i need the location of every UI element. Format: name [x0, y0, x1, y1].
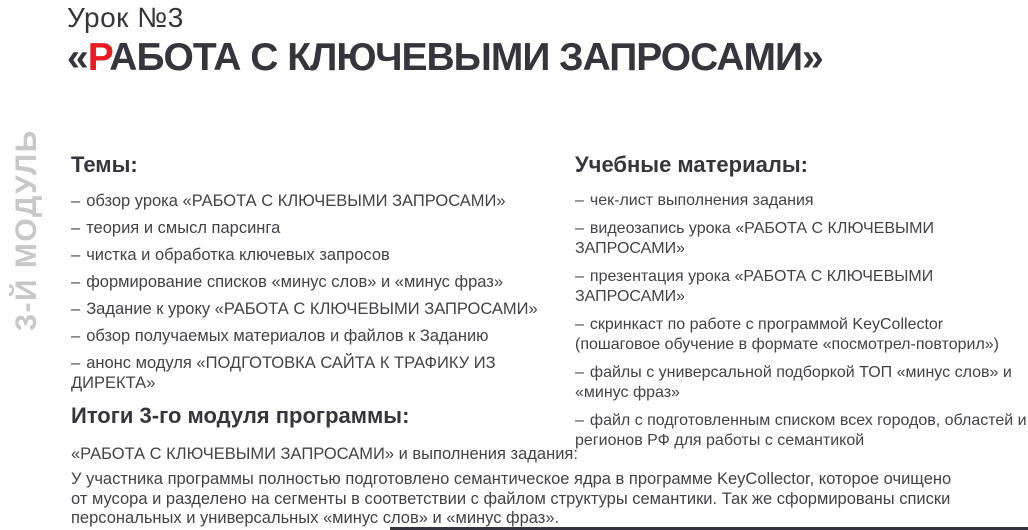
theme-item-text: Задание к уроку «РАБОТА С КЛЮЧЕВЫМИ ЗАПРОСАМИ» — [86, 300, 538, 318]
theme-list-item — [71, 272, 551, 292]
theme-item-text: обзор урока «РАБОТА С КЛЮЧЕВЫМИ ЗАПРОСАМИ» — [86, 192, 506, 210]
theme-list-item — [71, 191, 551, 211]
theme-list-item — [71, 218, 551, 238]
dash-bullet: – — [575, 316, 584, 333]
module-summary-section — [71, 403, 1016, 529]
summary-body-text: У участника программы полностью подготовлено семантическое ядра в программе KeyCollector, которое очищено от мусора и разделено на сегменты в соответствии с файлом структуры семантики. Так же сформированы списки персональных и универсальных «минус слов» и «минус фраз». — [71, 470, 952, 527]
dash-bullet: – — [575, 220, 584, 237]
theme-list-item — [71, 353, 551, 393]
summary-heading: Итоги 3-го модуля программы: — [71, 403, 410, 428]
theme-list-item — [71, 326, 551, 346]
dash-bullet: – — [575, 192, 584, 209]
material-item-text: презентация урока «РАБОТА С КЛЮЧЕВЫМИ ЗАПРОСАМИ» — [575, 268, 934, 305]
material-list-item — [575, 363, 1028, 403]
title-accent-letter: Р — [87, 36, 110, 79]
dash-bullet: – — [575, 268, 584, 285]
dash-bullet: – — [71, 327, 81, 345]
material-item-text: чек-лист выполнения задания — [589, 192, 814, 209]
page-title — [67, 36, 823, 80]
theme-list-item — [71, 299, 551, 319]
theme-item-text: чистка и обработка ключевых запросов — [86, 246, 390, 264]
material-item-text: файлы с универсальной подборкой ТОП «минус слов» и «минус фраз» — [575, 364, 1012, 401]
material-item-text: файл с подготовленным списком всех городов, областей и регионов РФ для работы с семантикой — [575, 412, 1027, 449]
materials-heading: Учебные материалы: — [575, 152, 808, 177]
material-list-item — [575, 219, 1028, 259]
dash-bullet: – — [71, 273, 81, 291]
material-item-text: скринкаст по работе с программой KeyCollector (пошаговое обучение в формате «посмотрел-повторил») — [575, 316, 999, 353]
theme-item-text: обзор получаемых материалов и файлов к Заданию — [86, 327, 489, 345]
themes-section — [71, 152, 551, 400]
dash-bullet: – — [575, 412, 584, 429]
slide-header — [67, 2, 823, 80]
dash-bullet: – — [575, 364, 584, 381]
themes-heading: Темы: — [71, 152, 138, 177]
theme-list-item — [71, 245, 551, 265]
material-list-item — [575, 315, 1028, 355]
theme-item-text: формирование списков «минус слов» и «минус фраз» — [86, 273, 504, 291]
title-rest: АБОТА С КЛЮЧЕВЫМИ ЗАПРОСАМИ» — [109, 36, 823, 79]
theme-item-text: анонс модуля «ПОДГОТОВКА САЙТА К ТРАФИКУ ИЗ ДИРЕКТА» — [71, 354, 496, 392]
dash-bullet: – — [71, 192, 81, 210]
material-item-text: видеозапись урока «РАБОТА С КЛЮЧЕВЫМИ ЗАПРОСАМИ» — [575, 220, 934, 257]
dash-bullet: – — [71, 354, 81, 372]
material-list-item — [575, 191, 1028, 211]
title-open-quote: « — [67, 36, 88, 79]
dash-bullet: – — [71, 300, 81, 318]
module-vertical-label: 3-Й МОДУЛЬ — [10, 129, 43, 331]
dash-bullet: – — [71, 219, 81, 237]
theme-item-text: теория и смысл парсинга — [86, 219, 281, 237]
dash-bullet: – — [71, 246, 81, 264]
material-list-item — [575, 267, 1028, 307]
lesson-number-label: Урок №3 — [67, 2, 184, 33]
summary-intro-text: «РАБОТА С КЛЮЧЕВЫМИ ЗАПРОСАМИ» и выполнения задания: — [71, 445, 578, 463]
